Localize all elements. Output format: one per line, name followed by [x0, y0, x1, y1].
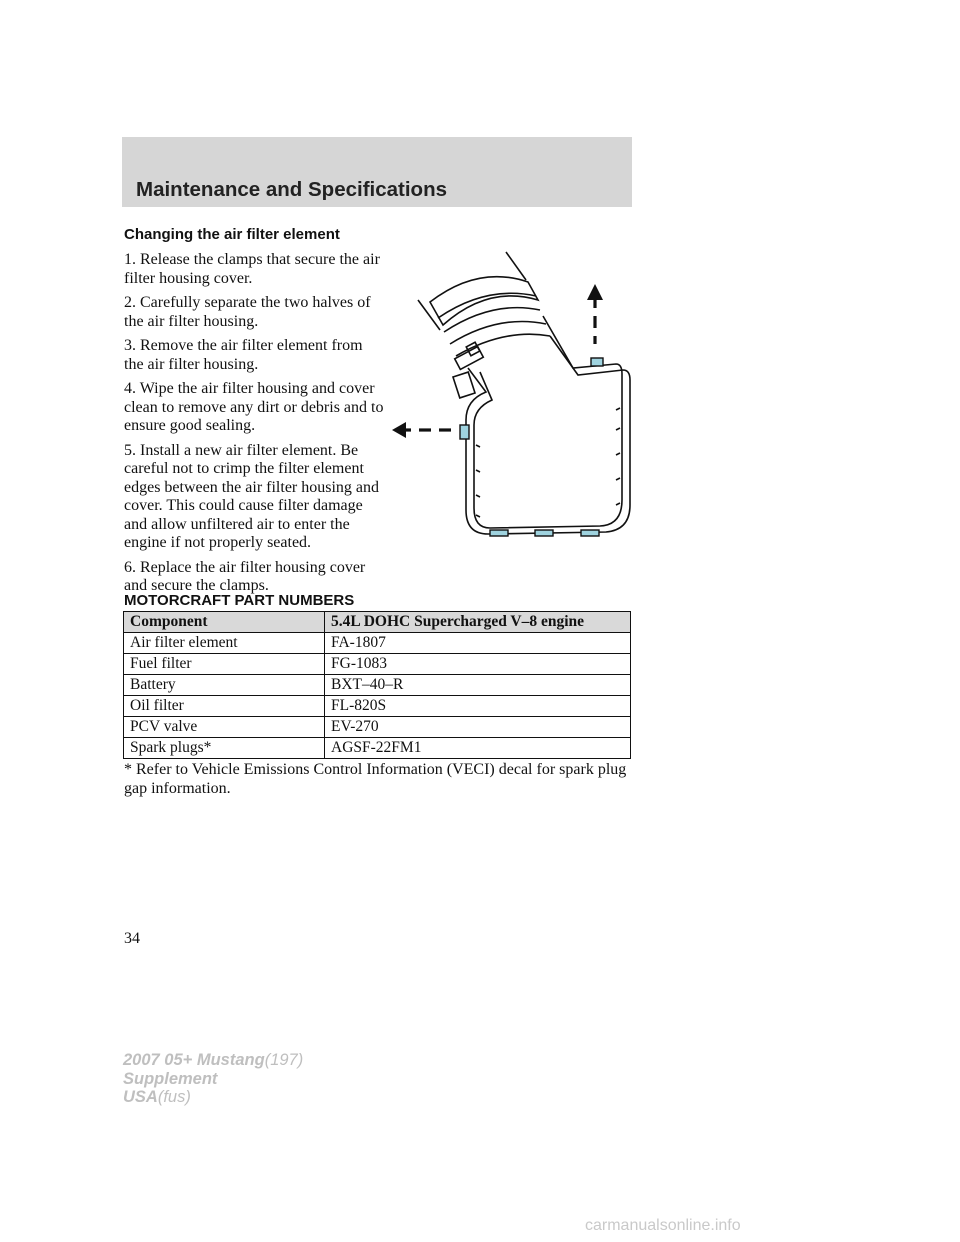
- part-number-cell: FG-1083: [325, 654, 631, 675]
- step-3: 3. Remove the air filter element from the air filter housing.: [124, 337, 363, 373]
- air-filter-housing-diagram: [388, 240, 638, 540]
- table-row: [124, 654, 631, 675]
- column-header-engine: 5.4L DOHC Supercharged V–8 engine: [325, 612, 631, 633]
- part-numbers-table: [123, 611, 631, 759]
- part-number-cell: FL-820S: [325, 696, 631, 717]
- table-row: [124, 633, 631, 654]
- table-row: [124, 675, 631, 696]
- footer-line-3: [123, 1088, 303, 1107]
- part-number-cell: AGSF-22FM1: [325, 738, 631, 759]
- table-header-row: [124, 612, 631, 633]
- component-cell: Air filter element: [124, 633, 325, 654]
- page-number: 34: [124, 930, 140, 947]
- footer-line-2: Supplement: [123, 1069, 218, 1088]
- instruction-steps: [124, 251, 386, 602]
- table-footnote: * Refer to Vehicle Emissions Control Information (VECI) decal for spark plug gap information.: [124, 761, 627, 797]
- section-heading-part-numbers: MOTORCRAFT PART NUMBERS: [124, 592, 355, 609]
- component-cell: Fuel filter: [124, 654, 325, 675]
- part-number-cell: EV-270: [325, 717, 631, 738]
- footer-model-code: (197): [264, 1051, 304, 1069]
- document-footer: [123, 1051, 303, 1107]
- component-cell: Oil filter: [124, 696, 325, 717]
- footer-market-code: (fus): [157, 1088, 191, 1106]
- watermark-text: carmanualsonline.info: [585, 1217, 741, 1234]
- component-cell: Spark plugs*: [124, 738, 325, 759]
- component-cell: Battery: [124, 675, 325, 696]
- column-header-component: Component: [124, 612, 325, 633]
- footer-model: 2007 05+ Mustang: [123, 1051, 265, 1069]
- page-title: Maintenance and Specifications: [136, 178, 447, 201]
- part-number-cell: FA-1807: [325, 633, 631, 654]
- footer-line-1: [123, 1051, 303, 1070]
- part-number-cell: BXT–40–R: [325, 675, 631, 696]
- step-6: 6. Replace the air filter housing cover and secure the clamps.: [124, 558, 366, 594]
- step-2: 2. Carefully separate the two halves of the air filter housing.: [124, 294, 371, 330]
- step-4: 4. Wipe the air filter housing and cover clean to remove any dirt or debris and to ensure good sealing.: [124, 380, 384, 434]
- table-row: [124, 717, 631, 738]
- step-5: 5. Install a new air filter element. Be careful not to crimp the filter element edges between the air filter housing and cover. This could cause filter damage and allow unfiltered air to enter the engine if not properly seated.: [124, 441, 380, 551]
- footer-market: USA: [123, 1088, 158, 1106]
- step-1: 1. Release the clamps that secure the air filter housing cover.: [124, 251, 380, 287]
- component-cell: PCV valve: [124, 717, 325, 738]
- section-heading-air-filter: Changing the air filter element: [124, 226, 340, 243]
- table-row: [124, 738, 631, 759]
- table-row: [124, 696, 631, 717]
